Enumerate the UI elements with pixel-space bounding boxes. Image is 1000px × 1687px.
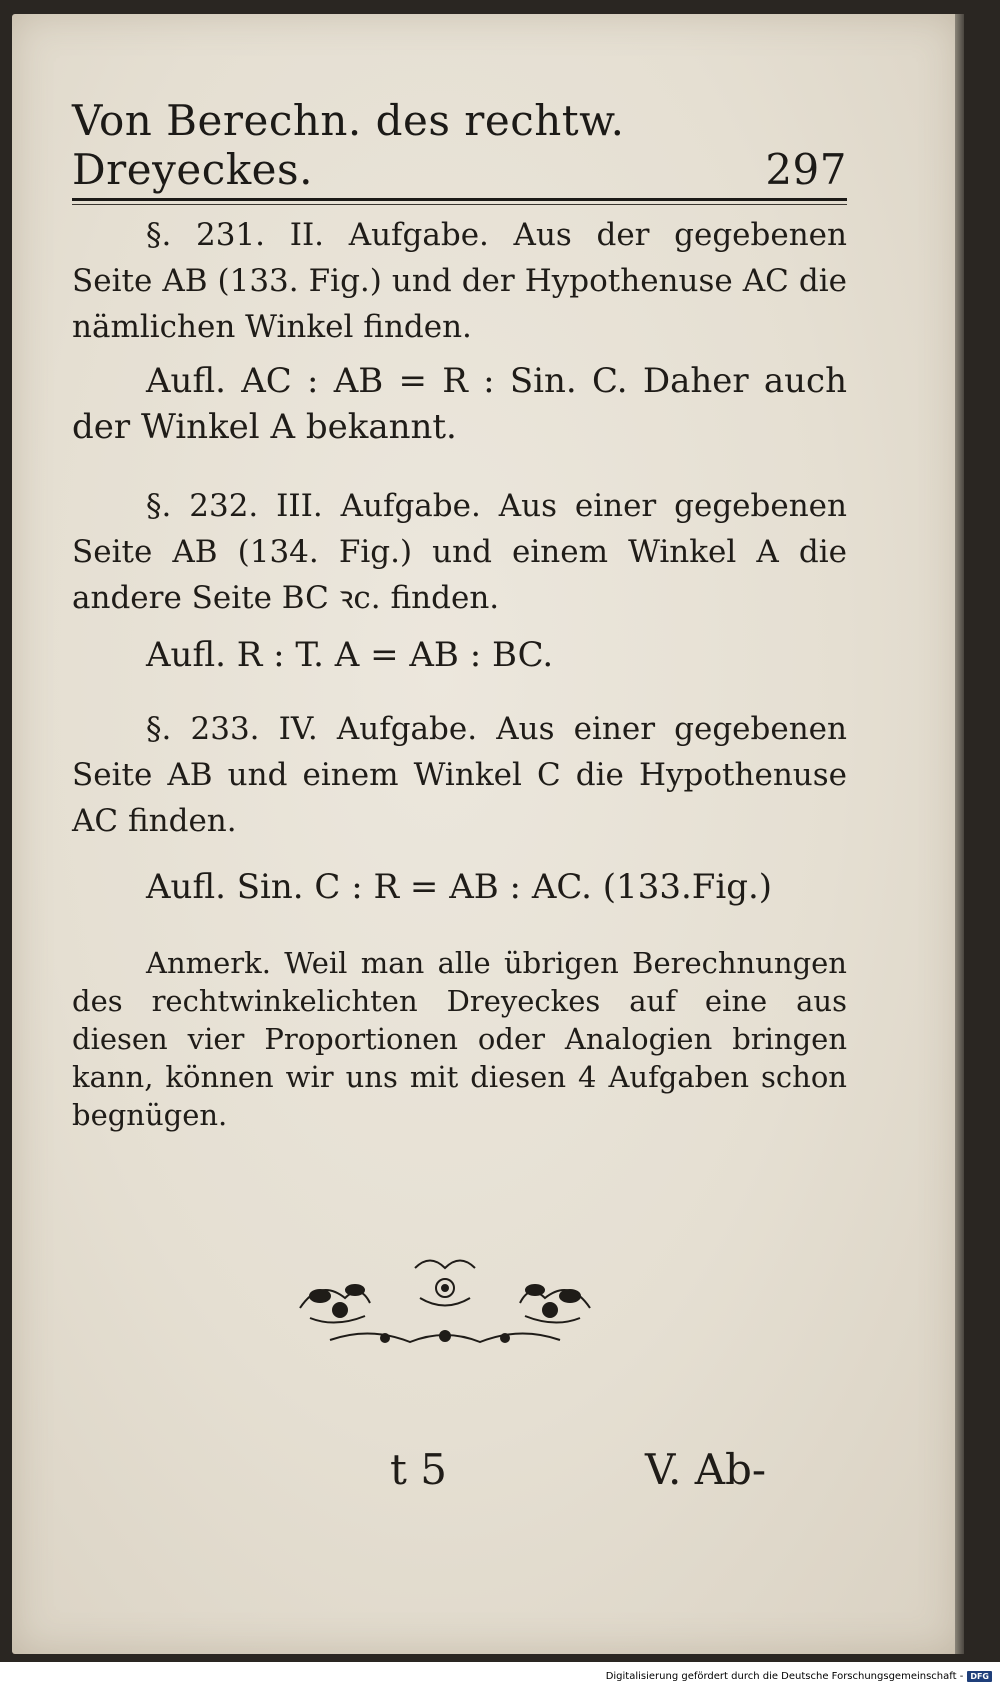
page-number: 297 [765,145,847,194]
catchword: V. Ab- [645,1445,767,1494]
paragraph-233: §. 233. IV. Aufgabe. Aus einer gegebenen Seite AB und einem Winkel C die Hypothenuse AC finden. [72,711,847,839]
solution-232: Aufl. R : T. A = AB : BC. [146,635,554,675]
dfg-logo-icon: DFG [967,1671,992,1682]
ornament-vignette [290,1248,600,1356]
header-title: Von Berechn. des rechtw. Dreyeckes. [72,96,625,194]
book-spine [955,14,964,1654]
header-rule [72,198,847,201]
credit-text: Digitalisierung gefördert durch die Deutsche Forschungsgemeinschaft - [605,1670,964,1682]
paragraph-231: §. 231. II. Aufgabe. Aus der gegebenen Seite AB (133. Fig.) und der Hypothenuse AC die nämlichen Winkel finden. [72,217,847,345]
running-header [72,96,847,194]
remark-paragraph: Anmerk. Weil man alle übrigen Berechnungen des rechtwinkelichten Dreyeckes auf eine aus diesen vier Proportionen oder Analogien bringen kann, können wir uns mit diesen 4 Aufgaben schon begnügen. [72,946,847,1132]
digitization-credit [540,1669,992,1683]
solution-233: Aufl. Sin. C : R = AB : AC. (133.Fig.) [146,867,773,907]
solution-231: Aufl. AC : AB = R : Sin. C. Daher auch der Winkel A bekannt. [72,361,847,447]
paragraph-232: §. 232. III. Aufgabe. Aus einer gegebenen Seite AB (134. Fig.) und einem Winkel A die andere Seite BC ꝛc. finden. [72,488,847,616]
header-rule-thin [72,204,847,205]
signature-mark: t 5 [390,1445,447,1494]
